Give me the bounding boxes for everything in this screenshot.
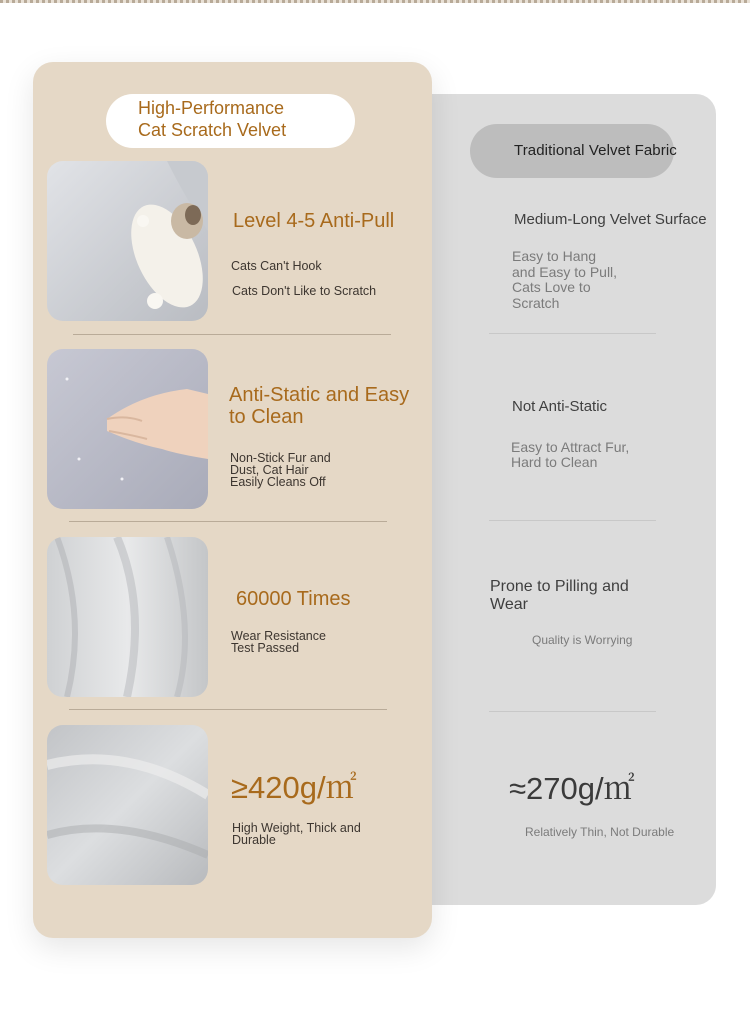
left-feature-1-desc-2: Cats Don't Like to Scratch [232,284,377,298]
fabric-folds-photo [47,725,208,885]
right-feature-2-desc: Easy to Attract Fur, Hard to Clean [511,439,630,470]
left-divider-1 [73,334,391,335]
header-line-2: Cat Scratch Velvet [138,120,287,140]
right-divider-3 [489,711,656,712]
left-divider-2 [69,521,387,522]
header-line-1: High-Performance [138,98,285,118]
left-feature-2-desc: Non-Stick Fur and Dust, Cat Hair Easily Cleans Off [230,451,331,489]
right-feature-4-title: ≈270g/㎡ [509,771,635,806]
left-feature-3-desc: Wear Resistance Test Passed [231,629,326,655]
left-feature-1-desc-1: Cats Can't Hook [231,259,322,273]
cat-on-sofa-photo [47,161,208,321]
draped-fabric-photo [47,537,208,697]
hand-wiping-fabric-photo [47,349,208,509]
left-feature-3-title: 60000 Times [236,588,351,610]
right-feature-1-title: Medium-Long Velvet Surface [514,211,707,228]
traditional-header-label: Traditional Velvet Fabric [514,142,677,159]
right-feature-1-desc: Easy to Hang and Easy to Pull, Cats Love to Scratch [512,248,618,311]
left-feature-2-title: Anti-Static and Easy to Clean [229,384,410,428]
left-feature-4-desc: High Weight, Thick and Durable [232,821,361,847]
right-feature-4-desc: Relatively Thin, Not Durable [525,825,675,839]
right-feature-3-title: Prone to Pilling and Wear [490,578,629,613]
right-feature-2-title: Not Anti-Static [512,398,608,415]
left-feature-1-title: Level 4-5 Anti-Pull [233,210,395,232]
left-divider-3 [69,709,387,710]
right-feature-3-desc: Quality is Worrying [532,633,633,647]
left-feature-4-title: ≥420g/㎡ [231,770,357,805]
top-texture-strip [0,0,750,3]
right-divider-2 [489,520,656,521]
right-divider-1 [489,333,656,334]
